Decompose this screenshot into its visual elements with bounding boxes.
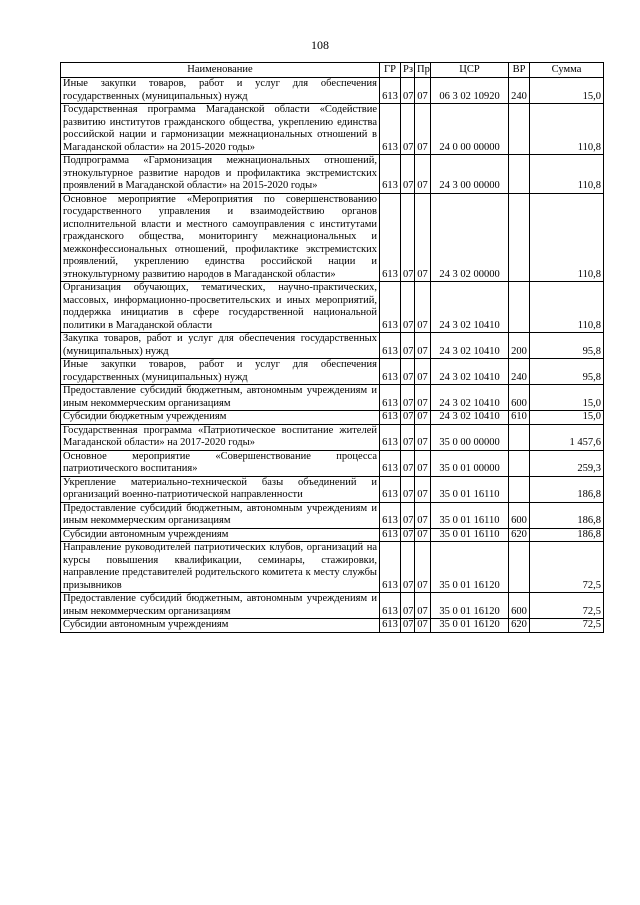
- cell-name: Государственная программа «Патриотическое воспитание жителей Магаданской области» на 2017-2020 годы»: [61, 424, 380, 450]
- cell-pr: 07: [415, 528, 431, 542]
- cell-gr: 613: [380, 155, 401, 194]
- cell-pr: 07: [415, 450, 431, 476]
- cell-vr: [509, 104, 530, 155]
- cell-sum: 186,8: [530, 476, 604, 502]
- cell-rz: 07: [401, 619, 415, 633]
- cell-sum: 95,8: [530, 359, 604, 385]
- cell-sum: 186,8: [530, 502, 604, 528]
- cell-pr: 07: [415, 593, 431, 619]
- table-row: [61, 424, 604, 450]
- cell-gr: 613: [380, 104, 401, 155]
- cell-sum: 72,5: [530, 542, 604, 593]
- cell-pr: 07: [415, 333, 431, 359]
- cell-name: Иные закупки товаров, работ и услуг для обеспечения государственных (муниципальных) нужд: [61, 359, 380, 385]
- header-csr: ЦСР: [431, 63, 509, 78]
- table-row: [61, 155, 604, 194]
- header-vr: ВР: [509, 63, 530, 78]
- table-row: [61, 476, 604, 502]
- cell-rz: 07: [401, 282, 415, 333]
- cell-name: Государственная программа Магаданской области «Содействие развитию институтов гражданского общества, укреплению единства российской нации и гармонизации межнациональных отношений в Магаданской области» на 2015-2020 годы»: [61, 104, 380, 155]
- cell-name: Основное мероприятие «Мероприятия по совершенствованию государственного управления и взаимодействию органов исполнительной власти и местного самоуправления с институтами гражданского общества, мониторингу межнациональных и межконфессиональных отношений, профилактике экстремистских проявлений, укреплению единства российской нации и этнокультурному развитию народов в Магаданской области»: [61, 193, 380, 282]
- page-number: 108: [311, 38, 329, 52]
- cell-csr: 24 3 00 00000: [431, 155, 509, 194]
- table-row: [61, 593, 604, 619]
- header-gr: ГР: [380, 63, 401, 78]
- cell-vr: 240: [509, 359, 530, 385]
- cell-rz: 07: [401, 78, 415, 104]
- cell-vr: 200: [509, 333, 530, 359]
- cell-pr: 07: [415, 385, 431, 411]
- cell-gr: 613: [380, 502, 401, 528]
- cell-gr: 613: [380, 282, 401, 333]
- cell-name: Иные закупки товаров, работ и услуг для обеспечения государственных (муниципальных) нужд: [61, 78, 380, 104]
- cell-vr: 600: [509, 502, 530, 528]
- cell-rz: 07: [401, 385, 415, 411]
- cell-pr: 07: [415, 424, 431, 450]
- cell-gr: 613: [380, 193, 401, 282]
- cell-pr: 07: [415, 104, 431, 155]
- cell-sum: 15,0: [530, 411, 604, 425]
- header-rz: Рз: [401, 63, 415, 78]
- cell-sum: 15,0: [530, 385, 604, 411]
- cell-pr: 07: [415, 282, 431, 333]
- table-row: [61, 193, 604, 282]
- table-row: [61, 333, 604, 359]
- cell-rz: 07: [401, 155, 415, 194]
- cell-pr: 07: [415, 542, 431, 593]
- cell-name: Предоставление субсидий бюджетным, автономным учреждениям и иным некоммерческим организациям: [61, 502, 380, 528]
- cell-name: Субсидии автономным учреждениям: [61, 528, 380, 542]
- cell-csr: 35 0 01 16120: [431, 619, 509, 633]
- table-row: [61, 619, 604, 633]
- table-header-row: [61, 63, 604, 78]
- cell-rz: 07: [401, 411, 415, 425]
- cell-sum: 1 457,6: [530, 424, 604, 450]
- header-name: Наименование: [61, 63, 380, 78]
- cell-rz: 07: [401, 359, 415, 385]
- cell-gr: 613: [380, 450, 401, 476]
- header-pr: Пр: [415, 63, 431, 78]
- cell-gr: 613: [380, 359, 401, 385]
- header-sum: Сумма: [530, 63, 604, 78]
- cell-gr: 613: [380, 424, 401, 450]
- cell-vr: [509, 155, 530, 194]
- cell-name: Предоставление субсидий бюджетным, автономным учреждениям и иным некоммерческим организациям: [61, 385, 380, 411]
- cell-gr: 613: [380, 619, 401, 633]
- cell-gr: 613: [380, 385, 401, 411]
- cell-sum: 110,8: [530, 282, 604, 333]
- table-row: [61, 385, 604, 411]
- cell-csr: 35 0 01 16120: [431, 542, 509, 593]
- table-row: [61, 528, 604, 542]
- cell-sum: 186,8: [530, 528, 604, 542]
- cell-csr: 35 0 00 00000: [431, 424, 509, 450]
- cell-pr: 07: [415, 411, 431, 425]
- cell-rz: 07: [401, 424, 415, 450]
- cell-sum: 110,8: [530, 193, 604, 282]
- cell-csr: 24 3 02 10410: [431, 333, 509, 359]
- cell-sum: 110,8: [530, 104, 604, 155]
- table-row: [61, 282, 604, 333]
- cell-gr: 613: [380, 411, 401, 425]
- cell-name: Организация обучающих, тематических, научно-практических, массовых, информационно-просветительских и иных мероприятий, поддержка инициатив в сфере государственной национальной политики в Магаданской области: [61, 282, 380, 333]
- cell-name: Направление руководителей патриотических клубов, организаций на курсы повышения квалификации, семинары, стажировки, направление представителей родительского комитета к месту службы призывников: [61, 542, 380, 593]
- cell-rz: 07: [401, 333, 415, 359]
- cell-vr: 600: [509, 385, 530, 411]
- cell-pr: 07: [415, 193, 431, 282]
- cell-vr: [509, 424, 530, 450]
- cell-gr: 613: [380, 593, 401, 619]
- cell-csr: 35 0 01 16110: [431, 476, 509, 502]
- cell-vr: 600: [509, 593, 530, 619]
- cell-rz: 07: [401, 502, 415, 528]
- cell-name: Субсидии автономным учреждениям: [61, 619, 380, 633]
- cell-sum: 15,0: [530, 78, 604, 104]
- table-row: [61, 411, 604, 425]
- cell-gr: 613: [380, 78, 401, 104]
- cell-gr: 613: [380, 476, 401, 502]
- cell-pr: 07: [415, 619, 431, 633]
- cell-name: Подпрограмма «Гармонизация межнациональных отношений, этнокультурное развитие народов и профилактика экстремистских проявлений в Магаданской области» на 2015-2020 годы»: [61, 155, 380, 194]
- cell-rz: 07: [401, 450, 415, 476]
- cell-csr: 35 0 01 00000: [431, 450, 509, 476]
- cell-name: Предоставление субсидий бюджетным, автономным учреждениям и иным некоммерческим организациям: [61, 593, 380, 619]
- cell-vr: [509, 476, 530, 502]
- cell-sum: 72,5: [530, 619, 604, 633]
- table-row: [61, 502, 604, 528]
- cell-gr: 613: [380, 542, 401, 593]
- table-row: [61, 104, 604, 155]
- cell-vr: [509, 193, 530, 282]
- cell-gr: 613: [380, 333, 401, 359]
- cell-rz: 07: [401, 593, 415, 619]
- cell-pr: 07: [415, 359, 431, 385]
- cell-csr: 24 0 00 00000: [431, 104, 509, 155]
- cell-rz: 07: [401, 542, 415, 593]
- cell-rz: 07: [401, 476, 415, 502]
- cell-csr: 35 0 01 16110: [431, 502, 509, 528]
- cell-vr: [509, 542, 530, 593]
- table-row: [61, 542, 604, 593]
- cell-vr: [509, 450, 530, 476]
- cell-gr: 613: [380, 528, 401, 542]
- cell-pr: 07: [415, 155, 431, 194]
- cell-vr: 610: [509, 411, 530, 425]
- cell-csr: 24 3 02 10410: [431, 282, 509, 333]
- cell-csr: 35 0 01 16110: [431, 528, 509, 542]
- cell-name: Субсидии бюджетным учреждениям: [61, 411, 380, 425]
- cell-vr: 620: [509, 528, 530, 542]
- cell-csr: 06 3 02 10920: [431, 78, 509, 104]
- cell-rz: 07: [401, 193, 415, 282]
- cell-csr: 24 3 02 10410: [431, 359, 509, 385]
- cell-name: Укрепление материально-технической базы объединений и организаций военно-патриотической направленности: [61, 476, 380, 502]
- cell-pr: 07: [415, 476, 431, 502]
- cell-sum: 95,8: [530, 333, 604, 359]
- cell-pr: 07: [415, 78, 431, 104]
- table-row: [61, 450, 604, 476]
- table-body: [61, 78, 604, 633]
- budget-table: [60, 62, 604, 633]
- cell-csr: 24 3 02 10410: [431, 385, 509, 411]
- cell-name: Основное мероприятие «Совершенствование процесса патриотического воспитания»: [61, 450, 380, 476]
- cell-vr: 240: [509, 78, 530, 104]
- table-row: [61, 359, 604, 385]
- table-row: [61, 78, 604, 104]
- cell-name: Закупка товаров, работ и услуг для обеспечения государственных (муниципальных) нужд: [61, 333, 380, 359]
- cell-vr: 620: [509, 619, 530, 633]
- cell-csr: 24 3 02 10410: [431, 411, 509, 425]
- cell-csr: 24 3 02 00000: [431, 193, 509, 282]
- cell-sum: 110,8: [530, 155, 604, 194]
- cell-sum: 72,5: [530, 593, 604, 619]
- cell-rz: 07: [401, 528, 415, 542]
- cell-csr: 35 0 01 16120: [431, 593, 509, 619]
- cell-sum: 259,3: [530, 450, 604, 476]
- cell-vr: [509, 282, 530, 333]
- cell-pr: 07: [415, 502, 431, 528]
- cell-rz: 07: [401, 104, 415, 155]
